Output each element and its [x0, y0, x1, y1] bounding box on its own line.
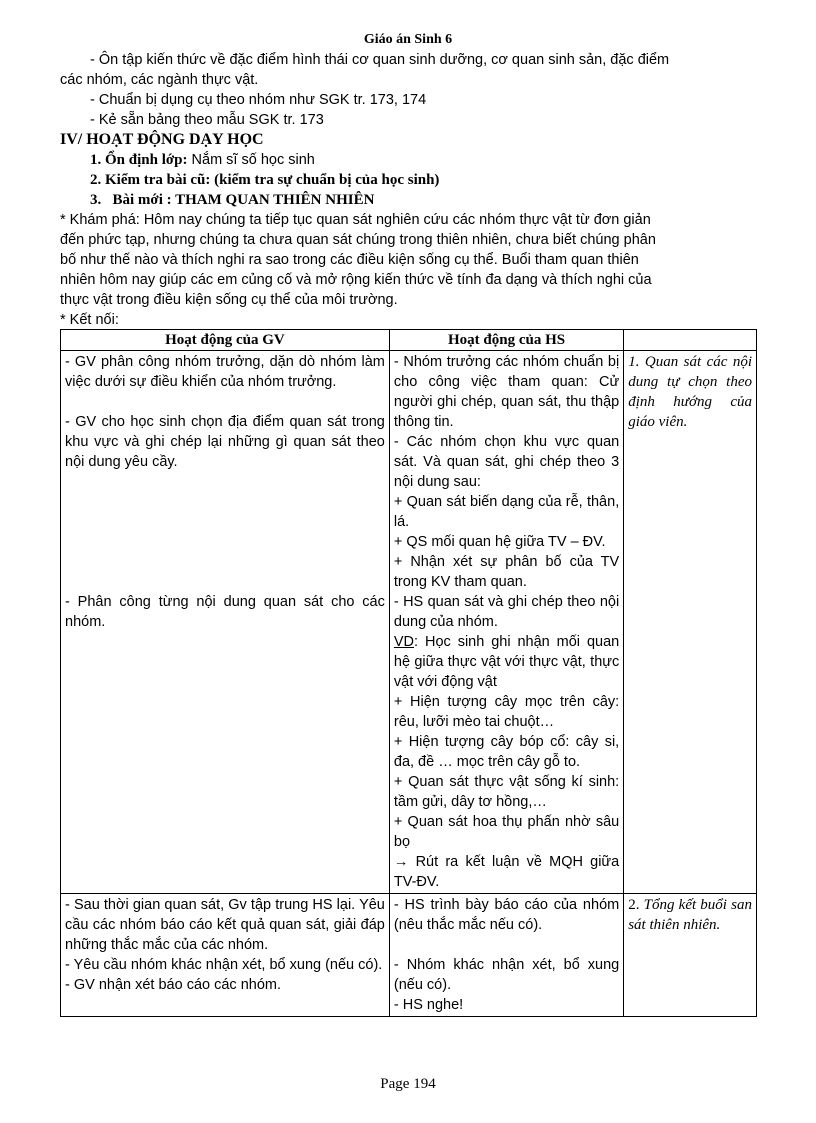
hs-text: + Quan sát thực vật sống kí sinh: tầm gửi, dây tơ hồng,… [393, 774, 620, 810]
header-gv: Hoạt động của GV [61, 330, 390, 351]
gv-cell-2 [61, 894, 390, 1017]
kham-pha-line-4: nhiên hôm nay giúp các em củng cố và mở rộng kiến thức về tính đa dạng và thích nghi của [60, 272, 652, 288]
note-text: 1. Quan sát các nội dung tự chọn theo định hướng của giáo viên. [628, 354, 752, 430]
gv-text: - GV cho học sinh chọn địa điểm quan sát trong khu vực và ghi chép lại những gì quan sát theo nội dung yêu cầy. [65, 414, 385, 470]
kham-pha-line-1: * Khám phá: Hôm nay chúng ta tiếp tục quan sát nghiên cứu các nhóm thực vật từ đơn giản [60, 212, 651, 228]
gv-text: - Sau thời gian quan sát, Gv tập trung HS lại. Yêu cầu các nhóm báo cáo kết quả quan sát, giải đáp những thắc mắc của các nhóm. [65, 897, 385, 953]
step-1 [60, 150, 730, 170]
step-2 [60, 170, 730, 190]
step-2-label: 2. Kiểm tra bài cũ: (kiểm tra sự chuẩn bị của học sinh) [90, 172, 440, 188]
prep-line-1: - Ôn tập kiến thức về đặc điểm hình thái cơ quan sinh dưỡng, cơ quan sinh sản, đặc điểm [90, 52, 670, 68]
hs-cell-1 [389, 351, 623, 894]
ket-noi: * Kết nối: [60, 312, 119, 328]
body-content [60, 50, 730, 330]
prep-line-3: - Kẻ sẵn bảng theo mẫu SGK tr. 173 [90, 112, 324, 128]
kham-pha-line-5: thực vật trong điều kiện sống cụ thể của môi trường. [60, 292, 398, 308]
kham-pha-line-2: đến phức tạp, nhưng chúng ta chưa quan sát chúng trong thiên nhiên, chưa biết chúng phân [60, 232, 656, 248]
hs-text: + Hiện tượng cây mọc trên cây: rêu, lưỡi mèo tai chuột… [393, 694, 620, 730]
hs-text: + Quan sát biến dạng của rễ, thân, lá. [393, 494, 620, 530]
hs-text: - Nhóm khác nhận xét, bổ xung (nếu có). [393, 957, 620, 993]
hs-text-conclusion [394, 852, 619, 892]
note-num: 2. [628, 897, 644, 913]
hs-text: + Hiện tượng cây bóp cổ: cây si, đa, đề … mọc trên cây gỗ to. [393, 734, 620, 770]
gv-cell-1 [61, 351, 390, 894]
hs-text: - Nhóm trưởng các nhóm chuẩn bị cho công việc tham quan: Cử người ghi chép, quan sát, thu thập thông tin. [393, 354, 620, 430]
hs-text-example [394, 632, 619, 692]
page-header: Giáo án Sinh 6 [363, 32, 453, 47]
section-title: IV/ HOẠT ĐỘNG DẠY HỌC [60, 131, 264, 148]
page-footer: Page 194 [380, 1076, 436, 1092]
header-hs: Hoạt động của HS [389, 330, 623, 351]
hs-text: - HS nghe! [393, 997, 464, 1013]
kham-pha-line-3: bố như thế nào và thích nghi ra sao trong các điều kiện sống cụ thể. Buổi tham quan thiên [60, 252, 639, 268]
step-3-label: Bài mới [112, 192, 163, 208]
gv-text: - Phân công từng nội dung quan sát cho các nhóm. [65, 594, 385, 630]
hs-text: - HS quan sát và ghi chép theo nội dung của nhóm. [393, 594, 620, 630]
note-cell-2 [624, 894, 757, 1017]
table-row [61, 351, 757, 894]
note-body: Tổng kết buổi san sát thiên nhiên. [628, 897, 752, 933]
gv-text: - Yêu cầu nhóm khác nhận xét, bổ xung (nếu có). [65, 957, 383, 973]
hs-cell-2 [389, 894, 623, 1017]
hs-text: - HS trình bày báo cáo của nhóm (nêu thắc mắc nếu có). [393, 897, 620, 933]
arrow-icon: → [393, 854, 409, 870]
step-3 [60, 190, 730, 210]
step-1-label: 1. Ổn định lớp: [90, 152, 188, 168]
gv-text: - GV nhận xét báo cáo các nhóm. [65, 977, 282, 993]
table-row [61, 894, 757, 1017]
hs-text: + Nhận xét sự phân bố của TV trong KV tham quan. [393, 554, 620, 590]
activity-table [60, 329, 757, 1017]
note-cell-1 [624, 351, 757, 894]
step-3-text: : THAM QUAN THIÊN NHIÊN [162, 192, 375, 208]
table-header-row [61, 330, 757, 351]
hs-text: + Quan sát hoa thụ phấn nhờ sâu bọ [393, 814, 620, 850]
note-text [628, 895, 752, 935]
step-1-text: Nắm sĩ số học sinh [187, 152, 315, 168]
prep-line-2: - Chuẩn bị dụng cụ theo nhóm như SGK tr. 173, 174 [90, 92, 427, 108]
step-3-num: 3. [90, 192, 102, 208]
header-note [624, 330, 757, 351]
hs-text: - Các nhóm chọn khu vực quan sát. Và quan sát, ghi chép theo 3 nội dung sau: [393, 434, 620, 490]
vd-text: : Học sinh ghi nhận mối quan hệ giữa thực vật với thực vật, thực vật với động vật [393, 634, 620, 690]
conclusion-text: Rút ra kết luận về MQH giữa TV-ĐV. [393, 854, 620, 890]
prep-line-1b: các nhóm, các ngành thực vật. [60, 72, 259, 88]
vd-label: VD [393, 634, 415, 650]
hs-text: + QS mối quan hệ giữa TV – ĐV. [393, 534, 606, 550]
gv-text: - GV phân công nhóm trưởng, dặn dò nhóm làm việc dưới sự điều khiển của nhóm trưởng. [65, 354, 385, 390]
